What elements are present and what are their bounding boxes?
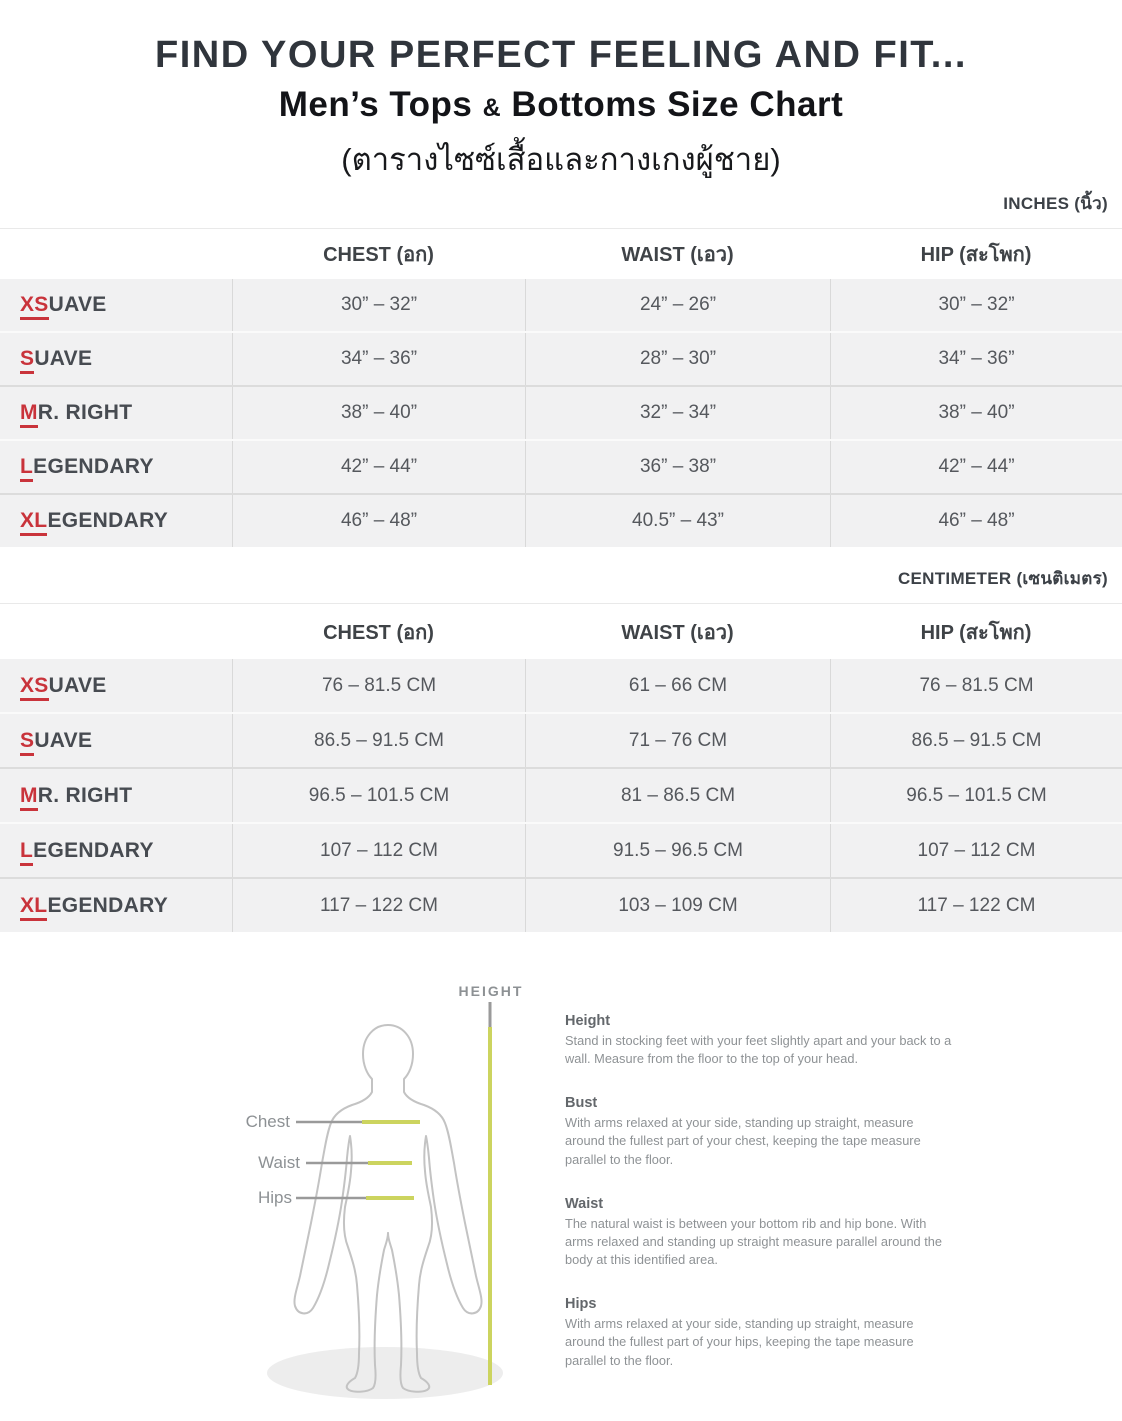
waist-value: 32” – 34” (525, 387, 830, 439)
chest-value: 42” – 44” (232, 441, 525, 493)
chest-value: 34” – 36” (232, 333, 525, 385)
instruction-block (565, 1013, 955, 1068)
subtitle-part1: Men’s Tops (278, 85, 473, 124)
chest-pointer-label: Chest (245, 1112, 290, 1131)
waist-value: 40.5” – 43” (525, 495, 830, 547)
size-code: M (20, 784, 38, 811)
hip-value: 34” – 36” (830, 333, 1122, 385)
chest-value: 76 – 81.5 CM (232, 659, 525, 712)
instruction-body: Stand in stocking feet with your feet slightly apart and your back to a wall. Measure from the floor to the top of your head. (565, 1033, 952, 1067)
inches-size-table (0, 228, 1122, 547)
instruction-block (565, 1095, 955, 1168)
size-name: SUAVE (0, 333, 232, 385)
chest-value: 38” – 40” (232, 387, 525, 439)
waist-column-header: WAIST (เอว) (621, 621, 734, 644)
table-row (0, 712, 1122, 767)
instruction-body: The natural waist is between your bottom rib and hip bone. With arms relaxed and standing up straight measure parallel around the body at this identified area. (565, 1215, 943, 1268)
body-silhouette-icon (294, 1025, 481, 1392)
waist-pointer-label: Waist (258, 1153, 300, 1172)
table-row (0, 279, 1122, 331)
waist-value: 91.5 – 96.5 CM (525, 824, 830, 877)
size-name: XLEGENDARY (0, 495, 232, 547)
hip-value: 30” – 32” (830, 279, 1122, 331)
instruction-body: With arms relaxed at your side, standing up straight, measure around the fullest part of your hips, keeping the tape measure parallel to the floor. (565, 1316, 914, 1368)
inches-unit-label: INCHES (นิ้ว) (1003, 194, 1108, 213)
table-row (0, 331, 1122, 385)
hips-pointer-label: Hips (257, 1188, 292, 1207)
waist-value: 81 – 86.5 CM (525, 769, 830, 822)
waist-value: 24” – 26” (525, 279, 830, 331)
table-row (0, 659, 1122, 712)
hip-value: 38” – 40” (830, 387, 1122, 439)
size-name: MR. RIGHT (0, 769, 232, 822)
table-row (0, 877, 1122, 932)
hip-value: 46” – 48” (830, 495, 1122, 547)
instruction-heading: Waist (565, 1195, 604, 1212)
centimeter-unit-label: CENTIMETER (เซนติเมตร) (897, 569, 1108, 588)
subtitle-part2: Bottoms Size Chart (511, 85, 844, 124)
waist-value: 71 – 76 CM (525, 714, 830, 767)
table-row (0, 822, 1122, 877)
floor-shadow (267, 1347, 503, 1399)
cm-size-table (0, 603, 1122, 932)
waist-value: 61 – 66 CM (525, 659, 830, 712)
size-name: SUAVE (0, 714, 232, 767)
size-name: XSUAVE (0, 659, 232, 712)
inches-table-body (0, 279, 1122, 547)
instruction-block (565, 1196, 955, 1269)
measure-instructions (565, 1013, 955, 1397)
hip-value: 96.5 – 101.5 CM (830, 769, 1122, 822)
size-code: M (20, 401, 38, 428)
hip-value: 107 – 112 CM (830, 824, 1122, 877)
size-name: MR. RIGHT (0, 387, 232, 439)
subtitle-ampersand: & (482, 94, 502, 122)
height-label: HEIGHT (458, 983, 524, 999)
instruction-heading: Height (565, 1013, 611, 1029)
instruction-block (565, 1296, 955, 1369)
hip-column-header: HIP (สะโพก) (920, 621, 1032, 644)
table-row (0, 385, 1122, 439)
chest-value: 117 – 122 CM (232, 879, 525, 932)
waist-value: 36” – 38” (525, 441, 830, 493)
size-name: XSUAVE (0, 279, 232, 331)
size-code: XS (20, 293, 49, 320)
size-code: L (20, 455, 33, 482)
table-row (0, 767, 1122, 822)
size-name: LEGENDARY (0, 441, 232, 493)
chest-column-header: CHEST (อก) (323, 244, 434, 266)
measuring-guide (0, 975, 1122, 1421)
size-code: XS (20, 674, 49, 701)
title-block (0, 34, 1122, 184)
table-row (0, 493, 1122, 547)
cm-table-header (0, 603, 1122, 659)
instruction-heading: Hips (565, 1296, 597, 1313)
hip-value: 76 – 81.5 CM (830, 659, 1122, 712)
size-code: XL (20, 509, 47, 536)
size-code: XL (20, 894, 47, 921)
size-code: L (20, 839, 33, 866)
chest-value: 46” – 48” (232, 495, 525, 547)
page-subtitle-thai: (ตารางไซซ์เสื้อและกางเกงผู้ชาย) (341, 142, 781, 177)
waist-column-header: WAIST (เอว) (621, 244, 734, 266)
waist-value: 103 – 109 CM (525, 879, 830, 932)
chest-value: 107 – 112 CM (232, 824, 525, 877)
hip-value: 117 – 122 CM (830, 879, 1122, 932)
chest-value: 86.5 – 91.5 CM (232, 714, 525, 767)
waist-value: 28” – 30” (525, 333, 830, 385)
cm-table-body (0, 659, 1122, 932)
size-code: S (20, 347, 34, 374)
size-name: LEGENDARY (0, 824, 232, 877)
chest-column-header: CHEST (อก) (323, 621, 434, 644)
instruction-heading: Bust (565, 1095, 598, 1112)
size-column-header (0, 229, 232, 279)
instruction-body: With arms relaxed at your side, standing up straight, measure around the fullest part of your chest, keeping the tape measure parallel to the floor. (565, 1115, 921, 1167)
chest-value: 30” – 32” (232, 279, 525, 331)
inches-table-header (0, 228, 1122, 279)
table-row (0, 439, 1122, 493)
page-title: FIND YOUR PERFECT FEELING AND FIT... (155, 34, 967, 76)
hip-value: 42” – 44” (830, 441, 1122, 493)
page-subtitle (0, 85, 1122, 125)
size-column-header (0, 604, 232, 659)
hip-value: 86.5 – 91.5 CM (830, 714, 1122, 767)
size-code: S (20, 729, 34, 756)
hip-column-header: HIP (สะโพก) (920, 244, 1032, 266)
size-name: XLEGENDARY (0, 879, 232, 932)
chest-value: 96.5 – 101.5 CM (232, 769, 525, 822)
